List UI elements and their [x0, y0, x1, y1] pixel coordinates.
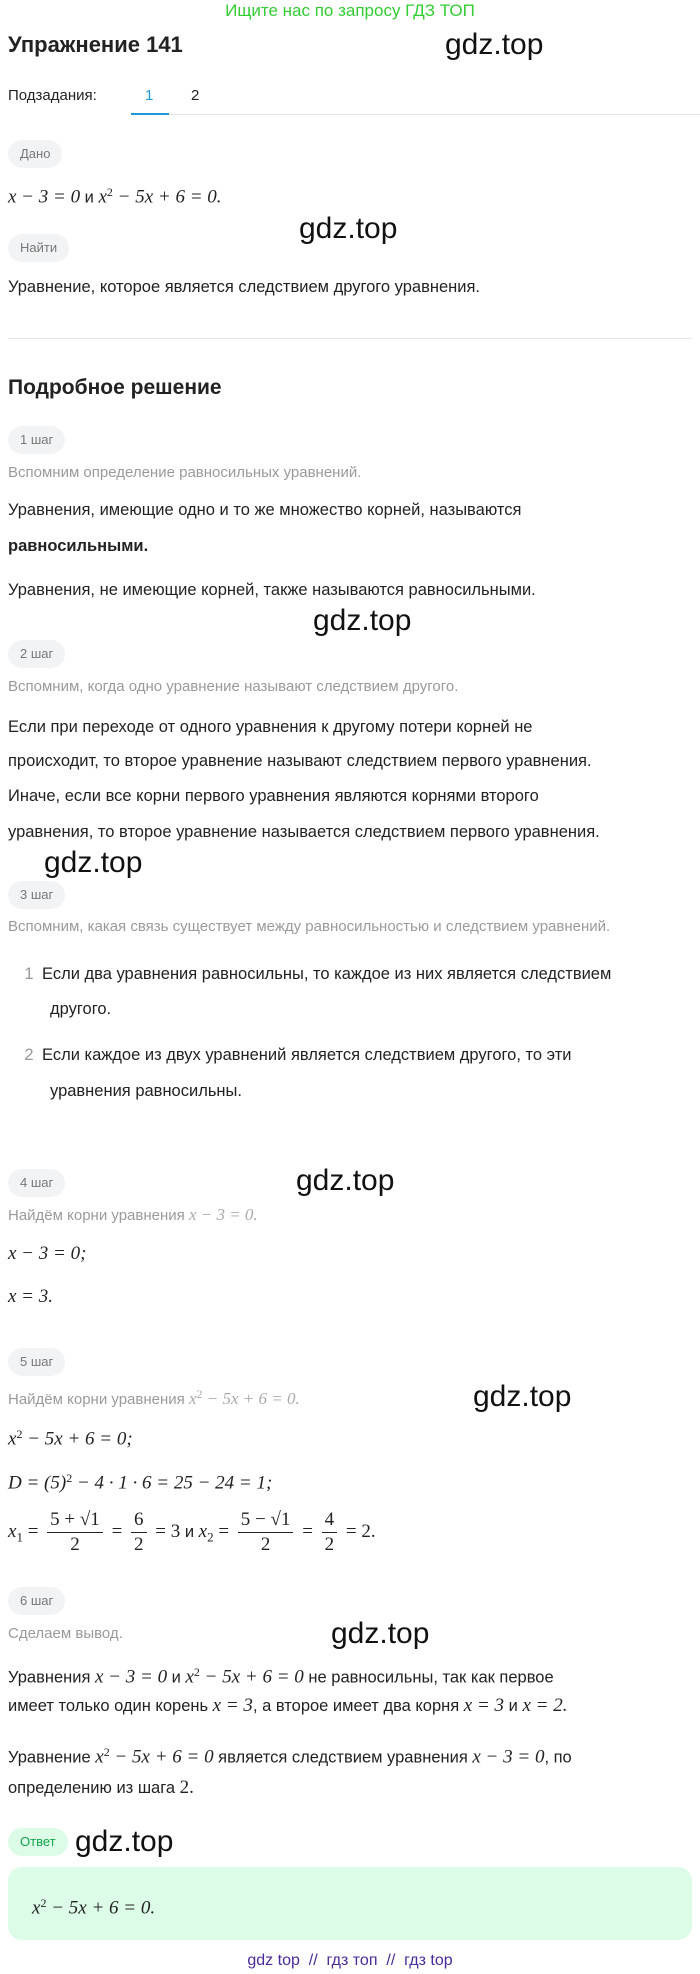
conclusion-line [8, 1659, 554, 1688]
text: является следствием уравнения [213, 1748, 473, 1767]
step-badge: 5 шаг [8, 1348, 65, 1376]
text: не равносильны, так как первое [303, 1668, 554, 1687]
math: = 3 [150, 1521, 181, 1542]
step-text: Уравнения, не имеющие корней, также называются равносильными. [8, 581, 536, 599]
text: Найдём корни уравнения [8, 1391, 189, 1408]
conclusion-line [8, 1775, 194, 1801]
math: x − 3 = 0 [472, 1746, 545, 1768]
math: = [297, 1521, 318, 1542]
math-line [8, 1465, 273, 1494]
step-hint [8, 1381, 300, 1407]
math: − 5x + 6 = 0. [202, 1389, 300, 1408]
fraction [238, 1508, 294, 1557]
math: 2. [179, 1777, 194, 1798]
math: 2 [207, 1529, 214, 1545]
list-number: 2 [24, 1046, 34, 1064]
tab-subtask-1[interactable]: 1 [145, 87, 154, 104]
answer-badge: Ответ [8, 1828, 68, 1856]
given-badge: Дано [8, 140, 62, 168]
math: = 2. [341, 1521, 376, 1542]
text: , а второе имеет два корня [252, 1697, 464, 1715]
list-text: Если два уравнения равносильны, то каждое из них является следствием [42, 965, 612, 983]
math: 1 [16, 1529, 23, 1545]
step-text: уравнения, то второе уравнение называется следствием первого уравнения. [8, 823, 600, 841]
subtasks-label: Подзадания: [8, 87, 97, 104]
text: и [80, 188, 99, 207]
math: 2 [196, 1387, 203, 1401]
math: 2 [66, 1471, 73, 1485]
step-hint: Вспомним, какая связь существует между равносильностью и следствием уравнений. [8, 918, 611, 935]
math: x = 2. [522, 1695, 568, 1716]
math: x [188, 1389, 197, 1408]
step-text: Если при переходе от одного уравнения к другому потери корней не [8, 718, 533, 736]
list-item [16, 1042, 571, 1068]
math: 2 [40, 1896, 47, 1910]
footer-links[interactable]: gdz top // гдз топ // гдз top [247, 1952, 453, 1969]
list-number: 1 [24, 965, 34, 983]
numerator: 4 [322, 1508, 338, 1533]
watermark: gdz.top [331, 1617, 430, 1650]
step-text: Уравнения, имеющие одно и то же множество корней, называются [8, 501, 522, 519]
math: x [8, 1428, 17, 1450]
list-item [16, 961, 611, 987]
step-hint [8, 1202, 258, 1228]
math-line [8, 1421, 133, 1450]
math: − 4 · 1 · 6 = 25 − 24 = 1; [72, 1472, 273, 1494]
step-text: Иначе, если все корни первого уравнения являются корнями второго [8, 787, 539, 805]
denominator: 2 [134, 1534, 144, 1556]
numerator: 6 [131, 1508, 147, 1533]
find-badge: Найти [8, 234, 69, 262]
math: x [98, 186, 107, 208]
text: и [167, 1668, 186, 1687]
step-badge: 4 шаг [8, 1169, 65, 1197]
math: − 5x + 6 = 0 [199, 1666, 304, 1688]
math: = [22, 1521, 44, 1542]
math: = [213, 1521, 234, 1542]
answer-box [8, 1867, 692, 1940]
math: − 5x + 6 = 0 [109, 1746, 214, 1768]
watermark: gdz.top [299, 212, 398, 245]
step-hint: Вспомним определение равносильных уравнений. [8, 464, 362, 481]
conclusion-line [8, 1693, 567, 1719]
step-hint: Сделаем вывод. [8, 1625, 123, 1642]
step-badge: 1 шаг [8, 426, 65, 454]
math: 2 [193, 1665, 200, 1679]
math: D = (5) [8, 1472, 67, 1494]
math: x − 3 = 0 [95, 1666, 168, 1688]
math: x [95, 1746, 104, 1768]
math: − 5x + 6 = 0. [46, 1897, 156, 1919]
text: Уравнение [8, 1748, 96, 1767]
fraction [131, 1508, 147, 1557]
math: x = 3 [212, 1695, 253, 1716]
step-hint: Вспомним, когда одно уравнение называют следствием другого. [8, 678, 459, 695]
conclusion-line [8, 1739, 572, 1768]
math: x [32, 1897, 41, 1919]
math: 2 [16, 1427, 23, 1441]
text: Найдём корни уравнения [8, 1207, 189, 1224]
fraction [47, 1508, 103, 1557]
denominator: 2 [260, 1534, 271, 1556]
active-tab-indicator [131, 113, 169, 115]
given-equation [8, 179, 222, 208]
math: x [8, 1521, 17, 1542]
page-title: Упражнение 141 [8, 32, 183, 57]
fraction [322, 1508, 338, 1557]
step-badge: 6 шаг [8, 1587, 65, 1615]
find-text: Уравнение, которое является следствием другого уравнения. [8, 278, 481, 296]
math: 2 [106, 185, 113, 199]
top-banner[interactable]: Ищите нас по запросу ГДЗ ТОП [225, 1, 475, 20]
watermark: gdz.top [296, 1164, 395, 1197]
text: , по [544, 1748, 572, 1767]
numerator: 5 − √1 [238, 1508, 294, 1533]
math: = [106, 1521, 128, 1542]
answer-math [32, 1890, 156, 1919]
text: и [180, 1523, 199, 1541]
roots-line [8, 1506, 376, 1558]
text: определению из шага [8, 1779, 180, 1797]
list-text: другого. [50, 1000, 112, 1018]
text: Уравнения [8, 1668, 95, 1687]
math-line: x = 3. [8, 1286, 54, 1307]
math: 2 [103, 1745, 110, 1759]
watermark: gdz.top [473, 1380, 572, 1413]
watermark: gdz.top [75, 1825, 174, 1858]
math: − 5x + 6 = 0; [22, 1428, 133, 1450]
math: x [198, 1521, 208, 1542]
denominator: 2 [324, 1534, 335, 1556]
math: x [185, 1666, 194, 1688]
tabs-divider [169, 114, 700, 115]
step-text-bold: равносильными. [8, 537, 149, 555]
watermark: gdz.top [313, 604, 412, 637]
tab-subtask-2[interactable]: 2 [191, 87, 200, 104]
list-text: Если каждое из двух уравнений является следствием другого, то эти [42, 1046, 572, 1064]
section-divider [8, 338, 692, 339]
watermark: gdz.top [44, 846, 143, 879]
watermark: gdz.top [445, 28, 544, 61]
text: имеет только один корень [8, 1697, 213, 1715]
step-text: происходит, то второе уравнение называют следствием первого уравнения. [8, 752, 592, 770]
numerator: 5 + √1 [47, 1508, 103, 1533]
math: x − 3 = 0. [188, 1205, 258, 1224]
solution-title: Подробное решение [8, 376, 222, 399]
list-text: уравнения равносильны. [50, 1082, 242, 1100]
math: x = 3 [463, 1695, 505, 1716]
step-badge: 2 шаг [8, 640, 65, 668]
math: − 5x + 6 = 0. [112, 186, 222, 208]
math-line: x − 3 = 0; [8, 1243, 87, 1264]
text: и [504, 1697, 523, 1715]
math: x − 3 = 0 [8, 186, 81, 208]
denominator: 2 [70, 1534, 80, 1556]
step-badge: 3 шаг [8, 881, 65, 909]
